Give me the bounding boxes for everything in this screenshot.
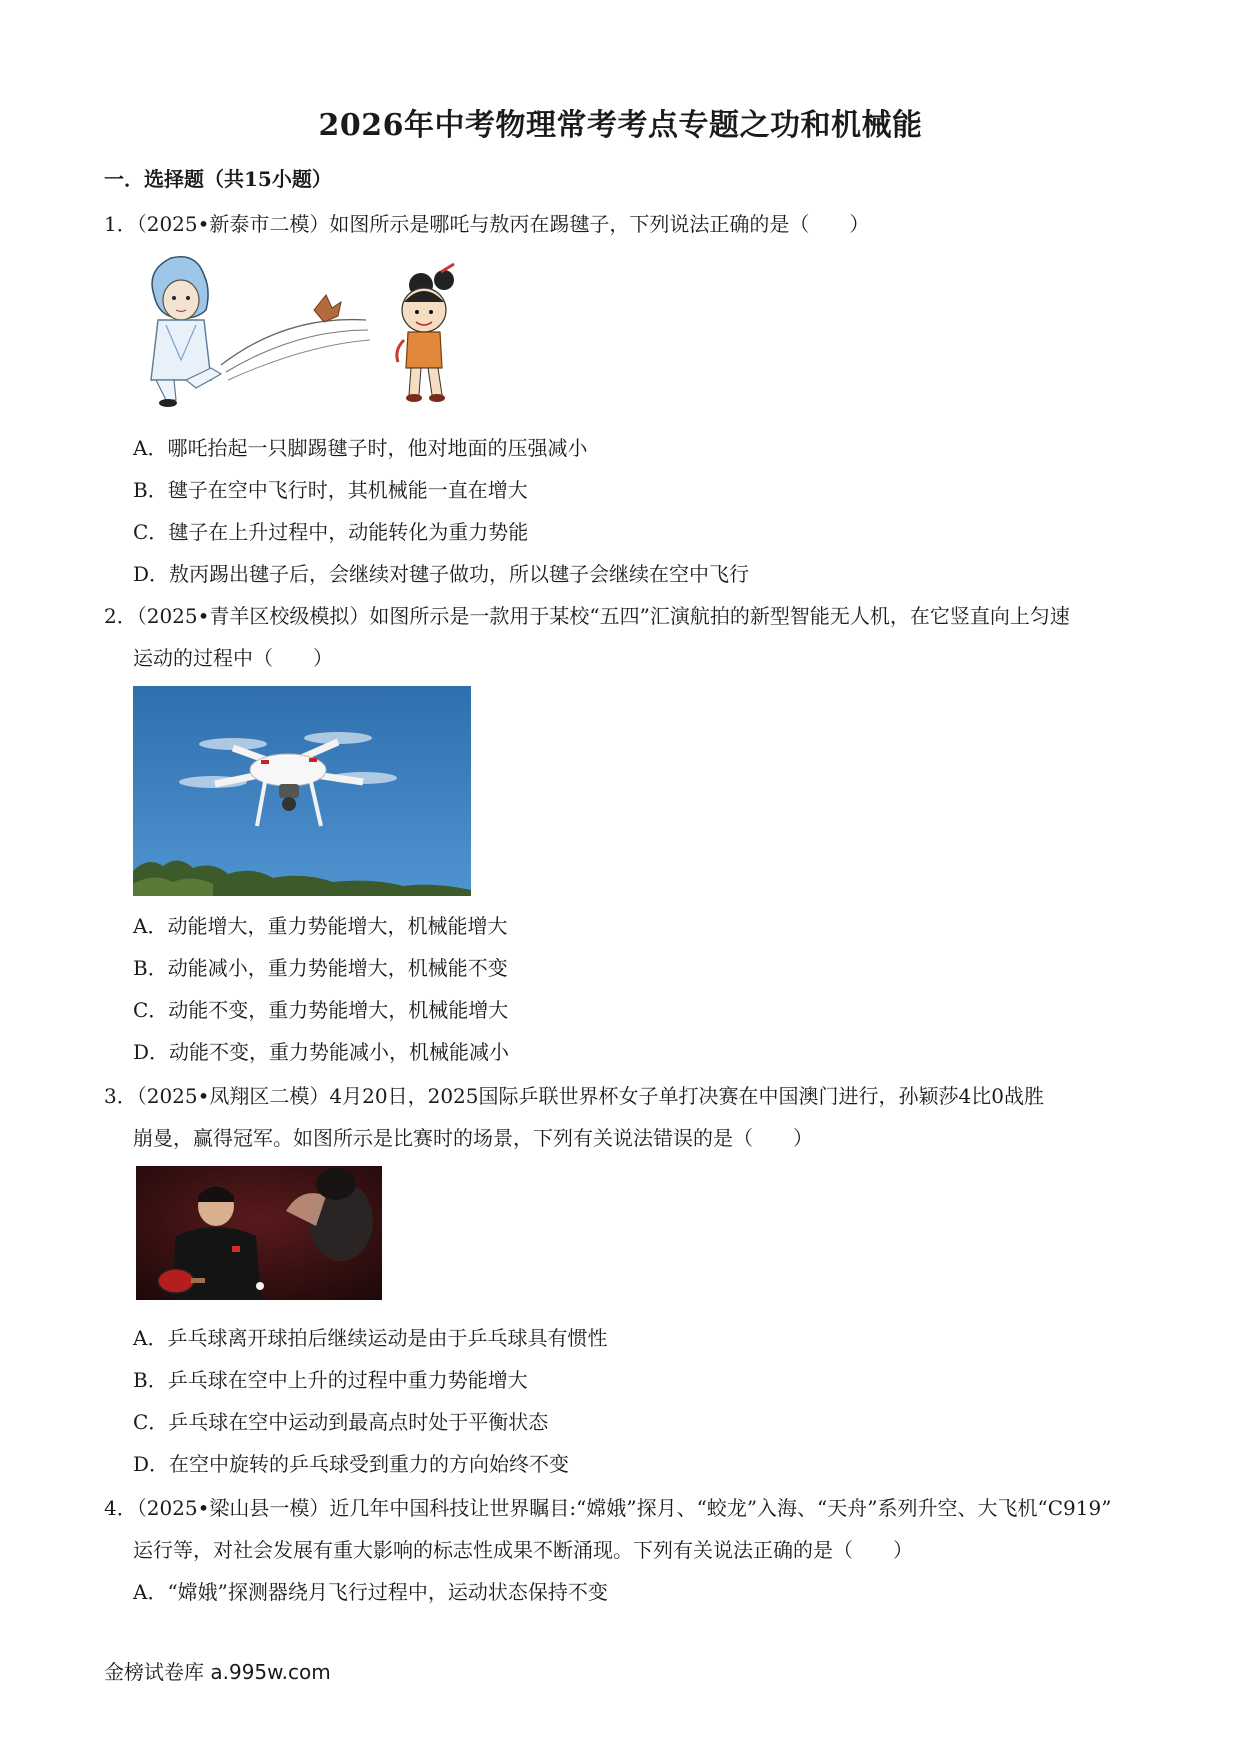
question-3-stem-line-1: 3．（2025•凤翔区二模）4月20日，2025国际乒联世界杯女子单打决赛在中国澳门进行，孙颖莎4比0战胜	[104, 1084, 1044, 1108]
question-2-option-d: D．动能不变，重力势能减小，机械能减小	[133, 1040, 510, 1064]
question-3-stem-line-2: 崩曼，赢得冠军。如图所示是比赛时的场景，下列有关说法错误的是（ ）	[133, 1126, 813, 1150]
question-1-stem: 1．（2025•新泰市二模）如图所示是哪吒与敖丙在踢毽子，下列说法正确的是（ ）	[104, 212, 870, 236]
question-2-option-a: A．动能增大，重力势能增大，机械能增大	[133, 914, 508, 938]
question-4-stem-line-1: 4．（2025•梁山县一模）近几年中国科技让世界瞩目:“嫦娥”探月、“蛟龙”入海、“天舟”系列升空、大飞机“C919”	[104, 1496, 1112, 1520]
question-3-option-c: C．乒乓球在空中运动到最高点时处于平衡状态	[133, 1410, 549, 1434]
question-2-stem-line-2: 运动的过程中（ ）	[133, 646, 333, 670]
question-2-stem-line-1: 2．（2025•青羊区校级模拟）如图所示是一款用于某校“五四”汇演航拍的新型智能无人机，在它竖直向上匀速	[104, 604, 1070, 628]
table-tennis-photo	[136, 1166, 382, 1300]
question-3-figure	[136, 1166, 382, 1300]
question-2-figure	[133, 686, 471, 896]
question-1-option-c: C．毽子在上升过程中，动能转化为重力势能	[133, 520, 529, 544]
question-2-option-b: B．动能减小，重力势能增大，机械能不变	[133, 956, 508, 980]
question-1-option-a: A．哪吒抬起一只脚踢毽子时，他对地面的压强减小	[133, 436, 588, 460]
question-4-option-a: A．“嫦娥”探测器绕月飞行过程中，运动状态保持不变	[133, 1580, 608, 1604]
question-4-stem-line-2: 运行等，对社会发展有重大影响的标志性成果不断涌现。下列有关说法正确的是（ ）	[133, 1538, 913, 1562]
drone-photo	[133, 686, 471, 896]
kicking-shuttlecock-illustration	[136, 250, 482, 415]
footer-source: 金榜试卷库 a.995w.com	[104, 1660, 331, 1684]
question-1-figure	[136, 250, 482, 415]
question-3-option-b: B．乒乓球在空中上升的过程中重力势能增大	[133, 1368, 528, 1392]
question-1-option-d: D．敖丙踢出毽子后，会继续对毽子做功，所以毽子会继续在空中飞行	[133, 562, 750, 586]
question-3-option-a: A．乒乓球离开球拍后继续运动是由于乒乓球具有惯性	[133, 1326, 608, 1350]
question-3-option-d: D．在空中旋转的乒乓球受到重力的方向始终不变	[133, 1452, 570, 1476]
section-heading: 一．选择题（共15小题）	[104, 167, 332, 191]
document-title: 2026年中考物理常考考点专题之功和机械能	[318, 108, 923, 143]
question-2-option-c: C．动能不变，重力势能增大，机械能增大	[133, 998, 509, 1022]
question-1-option-b: B．毽子在空中飞行时，其机械能一直在增大	[133, 478, 528, 502]
